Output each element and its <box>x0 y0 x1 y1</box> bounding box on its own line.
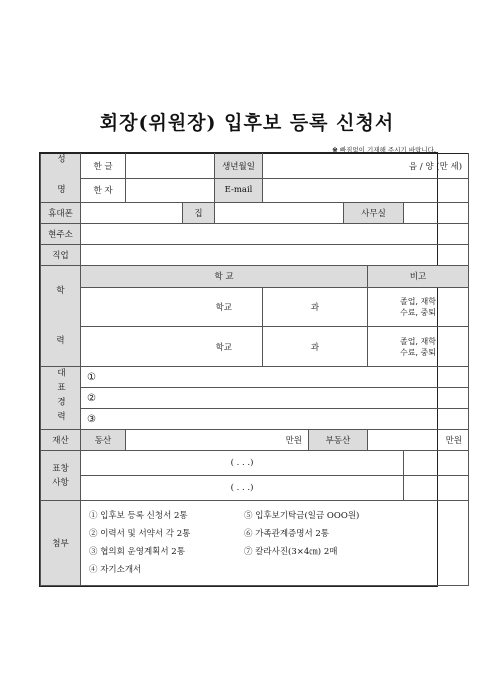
mobile-label: 휴대폰 <box>41 203 81 224</box>
home-label: 집 <box>183 203 215 224</box>
dept-field-1[interactable]: 과 <box>263 287 368 327</box>
attachment-item: ⑤ 입후보기탁금(일금 OOO원) <box>244 511 360 521</box>
awards-label-bottom: 사항 <box>52 477 69 488</box>
form-table <box>40 153 469 586</box>
attachment-item: ④ 자기소개서 <box>89 565 142 575</box>
attachment-item: ③ 협의회 운영계획서 2통 <box>89 547 185 557</box>
mobile-field[interactable] <box>81 203 183 224</box>
job-label: 직업 <box>41 245 81 266</box>
award-field-1[interactable]: ( . . .) <box>81 451 404 476</box>
attachment-item: ② 이력서 및 서약서 각 2통 <box>89 529 191 539</box>
office-label: 사무실 <box>344 203 404 224</box>
name-row-hangul <box>41 154 469 179</box>
movable-label: 동산 <box>81 430 126 451</box>
award-extra-2[interactable] <box>404 476 469 501</box>
hangul-name-field[interactable] <box>126 154 215 179</box>
hanja-label: 한 자 <box>81 178 126 203</box>
birth-field[interactable]: 음 / 양 (만 세) <box>263 154 469 179</box>
email-label: E-mail <box>215 178 263 203</box>
career-label: 대표경력 <box>41 367 81 430</box>
name-row-hanja <box>41 178 469 203</box>
school-header: 학 교 <box>81 266 368 288</box>
address-field[interactable] <box>81 224 469 245</box>
award-field-2[interactable]: ( . . .) <box>81 476 404 501</box>
dept-field-2[interactable]: 과 <box>263 327 368 367</box>
status-1-line-2: 수료, 중퇴 <box>400 308 437 318</box>
application-form <box>39 152 463 587</box>
notice-text: 빠짐없이 기재해 주시기 바랍니다. <box>339 146 436 154</box>
award-extra-1[interactable] <box>404 451 469 476</box>
career-field-2[interactable]: ② <box>81 388 469 409</box>
movable-field[interactable]: 만원 <box>126 430 309 451</box>
notice-mark: ※ <box>332 146 338 154</box>
career-row-2 <box>41 388 469 409</box>
attachments-row <box>41 501 469 586</box>
form-title: 회장(위원장) 입후보 등록 신청서 <box>99 112 395 134</box>
address-label: 현주소 <box>41 224 81 245</box>
education-row-1 <box>41 287 469 327</box>
awards-row-1 <box>41 451 469 476</box>
assets-row <box>41 430 469 451</box>
awards-label-top: 표창 <box>52 463 69 474</box>
birth-label: 생년월일 <box>215 154 263 179</box>
status-1-line-1: 졸업, 재학 <box>400 297 437 307</box>
education-label-top: 학 <box>56 286 65 296</box>
home-phone-field[interactable] <box>215 203 344 224</box>
address-row <box>41 224 469 245</box>
realestate-field[interactable]: 만원 <box>368 430 469 451</box>
hangul-label: 한 글 <box>81 154 126 179</box>
status-2-line-1: 졸업, 재학 <box>400 336 437 346</box>
education-label-bottom: 력 <box>56 336 65 346</box>
office-phone-field[interactable] <box>404 203 469 224</box>
note-header: 비고 <box>368 266 469 288</box>
education-row-2 <box>41 327 469 367</box>
name-label: 성 명 <box>41 154 81 203</box>
attachments-label: 첨부 <box>41 501 81 586</box>
attachment-item: ⑦ 칼라사진(3×4㎝) 2매 <box>244 547 338 557</box>
school-field-2[interactable]: 학교 <box>81 327 263 367</box>
education-label <box>41 266 81 367</box>
email-field[interactable] <box>263 178 469 203</box>
school-field-1[interactable]: 학교 <box>81 287 263 327</box>
education-header-row <box>41 266 469 288</box>
assets-label: 재산 <box>41 430 81 451</box>
contact-row <box>41 203 469 224</box>
status-field-2[interactable] <box>368 327 469 367</box>
career-field-3[interactable]: ③ <box>81 409 469 430</box>
awards-label <box>41 451 81 501</box>
career-row-3 <box>41 409 469 430</box>
attachment-item: ① 입후보 등록 신청서 2통 <box>89 511 188 521</box>
job-row <box>41 245 469 266</box>
career-row-1 <box>41 367 469 388</box>
career-field-1[interactable]: ① <box>81 367 469 388</box>
realestate-label: 부동산 <box>309 430 368 451</box>
awards-row-2 <box>41 476 469 501</box>
job-field[interactable] <box>81 245 469 266</box>
hanja-name-field[interactable] <box>126 178 215 203</box>
attachment-item: ⑥ 가족관계증명서 2통 <box>244 529 330 539</box>
attachments-list <box>81 501 469 586</box>
status-2-line-2: 수료, 중퇴 <box>400 347 437 357</box>
status-field-1[interactable] <box>368 287 469 327</box>
